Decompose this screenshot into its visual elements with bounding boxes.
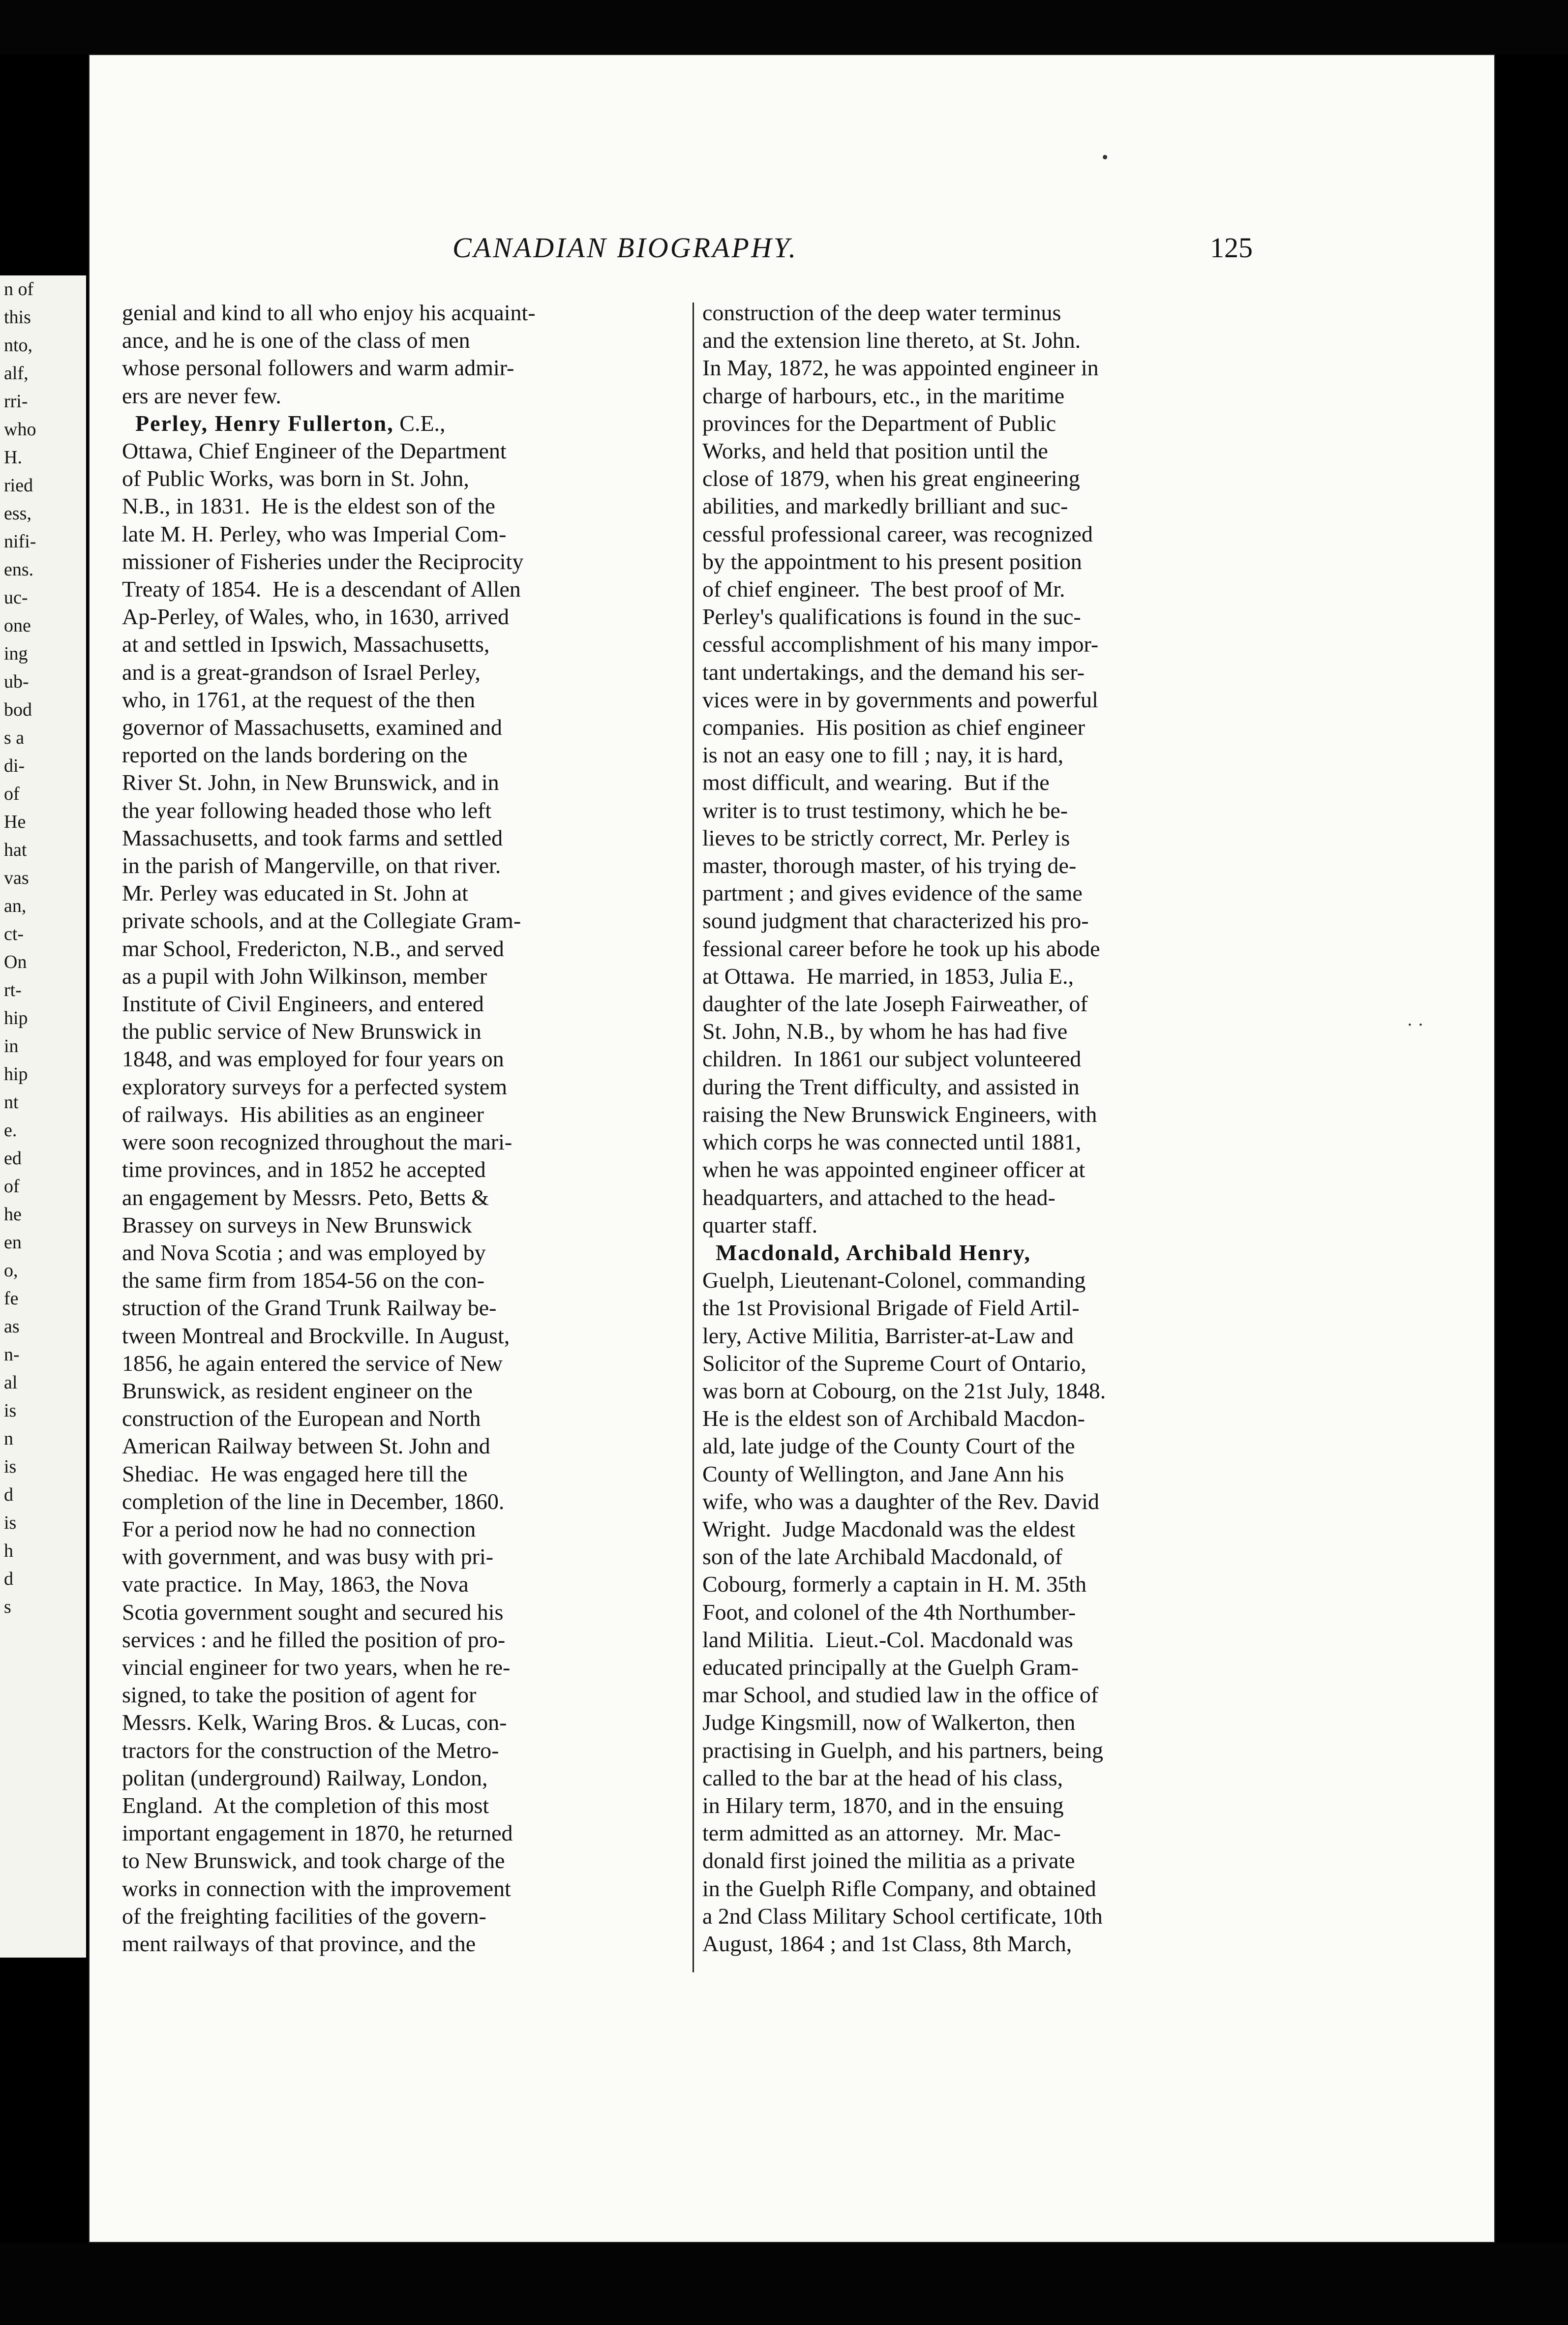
- text-line: County of Wellington, and Jane Ann his: [702, 1461, 1064, 1486]
- text-line: an engagement by Messrs. Peto, Betts &: [122, 1184, 489, 1210]
- text-line: construction of the deep water terminus: [702, 300, 1061, 325]
- text-line: England. At the completion of this most: [122, 1792, 489, 1818]
- margin-fragment: H.: [4, 447, 22, 468]
- text-line: completion of the line in December, 1860.: [122, 1488, 505, 1514]
- text-line: Ap-Perley, of Wales, who, in 1630, arrived: [122, 604, 510, 630]
- text-line: Ottawa, Chief Engineer of the Department: [122, 438, 507, 464]
- text-line: St. John, N.B., by whom he has had five: [702, 1019, 1068, 1044]
- margin-fragment: nifi-: [4, 531, 36, 552]
- entry-heading: Perley, Henry Fullerton,: [122, 410, 394, 436]
- text-line: the year following headed those who left: [122, 797, 492, 823]
- text-line: to New Brunswick, and took charge of the: [122, 1848, 505, 1873]
- text-line: in Hilary term, 1870, and in the ensuing: [702, 1792, 1064, 1818]
- text-line: who, in 1761, at the request of the then: [122, 687, 475, 712]
- margin-fragment: n: [4, 1428, 13, 1449]
- text-line: term admitted as an attorney. Mr. Mac-: [702, 1820, 1061, 1846]
- text-line: American Railway between St. John and: [122, 1433, 490, 1459]
- margin-fragment: nt: [4, 1092, 19, 1113]
- text-line: vices were in by governments and powerful: [702, 687, 1098, 712]
- margin-fragment: en: [4, 1232, 22, 1253]
- text-line: practising in Guelph, and his partners, being: [702, 1737, 1104, 1763]
- text-line: the same firm from 1854-56 on the con-: [122, 1268, 485, 1293]
- text-line: children. In 1861 our subject volunteered: [702, 1046, 1082, 1072]
- scan-speck: · ·: [1407, 1015, 1424, 1035]
- column-divider: [693, 302, 694, 1972]
- text-line: provinces for the Department of Public: [702, 410, 1056, 436]
- text-line: important engagement in 1870, he returned: [122, 1820, 513, 1846]
- text-line: cessful accomplishment of his many impor-: [702, 632, 1099, 657]
- text-line: Cobourg, formerly a captain in H. M. 35th: [702, 1571, 1087, 1597]
- margin-fragment: is: [4, 1512, 17, 1533]
- text-line: and the extension line thereto, at St. John.: [702, 328, 1081, 353]
- text-line: was born at Cobourg, on the 21st July, 1848.: [702, 1378, 1106, 1403]
- text-line: land Militia. Lieut.-Col. Macdonald was: [702, 1627, 1073, 1652]
- margin-fragment: one: [4, 615, 31, 636]
- text-line: genial and kind to all who enjoy his acquaint-: [122, 300, 536, 325]
- text-line: struction of the Grand Trunk Railway be-: [122, 1295, 497, 1321]
- text-line: ers are never few.: [122, 383, 281, 408]
- margin-fragment: ried: [4, 475, 33, 496]
- text-line: a 2nd Class Military School certificate, 10th: [702, 1903, 1103, 1929]
- text-line: son of the late Archibald Macdonald, of: [702, 1544, 1062, 1570]
- text-line: during the Trent difficulty, and assisted in: [702, 1074, 1080, 1099]
- margin-fragment: d: [4, 1484, 13, 1505]
- scan-border-bottom: [0, 2243, 1568, 2325]
- text-line: whose personal followers and warm admir-: [122, 355, 514, 381]
- margin-fragment: d: [4, 1569, 13, 1589]
- scan-speck: •: [1102, 147, 1109, 168]
- text-line: fessional career before he took up his abode: [702, 936, 1100, 961]
- text-line: River St. John, in New Brunswick, and in: [122, 770, 499, 795]
- text-line: called to the bar at the head of his class,: [702, 1765, 1063, 1790]
- text-line: ance, and he is one of the class of men: [122, 328, 470, 353]
- margin-fragment: of: [4, 1176, 20, 1197]
- text-line: ment railways of that province, and the: [122, 1931, 476, 1956]
- text-line: Wright. Judge Macdonald was the eldest: [702, 1516, 1076, 1541]
- text-line: mar School, and studied law in the office of: [702, 1682, 1099, 1708]
- margin-fragment: this: [4, 307, 31, 328]
- margin-fragment: who: [4, 419, 36, 440]
- text-line: works in connection with the improvement: [122, 1875, 511, 1901]
- text-line: donald first joined the militia as a private: [702, 1848, 1075, 1873]
- text-line: services : and he filled the position of pro-: [122, 1627, 506, 1652]
- left-column: [122, 299, 690, 1958]
- text-line: quarter staff.: [702, 1212, 818, 1238]
- margin-fragment: an,: [4, 896, 27, 916]
- text-line: Foot, and colonel of the 4th Northumber-: [702, 1599, 1076, 1625]
- text-line: when he was appointed engineer officer at: [702, 1157, 1086, 1182]
- text-line: which corps he was connected until 1881,: [702, 1129, 1082, 1155]
- text-line: at and settled in Ipswich, Massachusetts,: [122, 632, 490, 657]
- text-line: tween Montreal and Brockville. In August,: [122, 1323, 510, 1348]
- text-line: tant undertakings, and the demand his ser-: [702, 659, 1085, 685]
- text-line: Brunswick, as resident engineer on the: [122, 1378, 473, 1403]
- margin-fragment: rt-: [4, 980, 22, 1000]
- text-line: ald, late judge of the County Court of the: [702, 1433, 1075, 1459]
- margin-fragment: in: [4, 1036, 19, 1057]
- text-line: with government, and was busy with pri-: [122, 1544, 494, 1570]
- text-line: of Public Works, was born in St. John,: [122, 466, 469, 491]
- margin-fragment: fe: [4, 1288, 19, 1309]
- text-line: Works, and held that position until the: [702, 438, 1048, 464]
- text-line: Shediac. He was engaged here till the: [122, 1461, 468, 1486]
- text-line: abilities, and markedly brilliant and suc-: [702, 493, 1068, 519]
- margin-fragment: al: [4, 1372, 18, 1393]
- margin-fragment: o,: [4, 1260, 18, 1281]
- margin-fragment: h: [4, 1540, 13, 1561]
- text-line: 1848, and was employed for four years on: [122, 1046, 504, 1072]
- margin-fragment: hip: [4, 1008, 28, 1028]
- right-column: [702, 299, 1273, 1958]
- margin-fragment: s: [4, 1597, 11, 1617]
- text-line: and Nova Scotia ; and was employed by: [122, 1239, 486, 1265]
- text-line: reported on the lands bordering on the: [122, 742, 468, 768]
- text-line: missioner of Fisheries under the Reciprocity: [122, 548, 524, 574]
- text-line: exploratory surveys for a perfected system: [122, 1074, 507, 1099]
- text-line: most difficult, and wearing. But if the: [702, 770, 1050, 795]
- margin-fragment: is: [4, 1400, 17, 1421]
- margin-fragment: rri-: [4, 391, 28, 412]
- text-line: by the appointment to his present position: [702, 548, 1082, 574]
- text-line: educated principally at the Guelph Gram-: [702, 1654, 1079, 1680]
- text-line: were soon recognized throughout the mari-: [122, 1129, 513, 1155]
- text-line: master, thorough master, of his trying de-: [702, 853, 1077, 878]
- margin-fragment: s a: [4, 727, 25, 748]
- text-line: lery, Active Militia, Barrister-at-Law and: [702, 1323, 1074, 1348]
- text-line: politan (underground) Railway, London,: [122, 1765, 488, 1790]
- text-line: tractors for the construction of the Metro-: [122, 1737, 499, 1763]
- margin-fragment: n of: [4, 279, 34, 300]
- text-line: Massachusetts, and took farms and settled: [122, 825, 503, 850]
- margin-fragment: ed: [4, 1148, 22, 1169]
- text-line: construction of the European and North: [122, 1406, 481, 1431]
- text-line: 1856, he again entered the service of New: [122, 1350, 503, 1376]
- text-line: private schools, and at the Collegiate Gram-: [122, 908, 521, 934]
- text-line: For a period now he had no connection: [122, 1516, 476, 1541]
- margin-fragment: nto,: [4, 335, 33, 356]
- text-line: He is the eldest son of Archibald Macdon-: [702, 1406, 1085, 1431]
- margin-fragment: vas: [4, 868, 29, 888]
- margin-fragment: ens.: [4, 559, 34, 580]
- margin-fragment: he: [4, 1204, 22, 1225]
- text-line: of railways. His abilities as an engineer: [122, 1101, 484, 1127]
- entry-heading: Macdonald, Archibald Henry,: [702, 1239, 1031, 1265]
- text-line: writer is to trust testimony, which he be-: [702, 797, 1068, 823]
- text-line: the 1st Provisional Brigade of Field Artil-: [702, 1295, 1080, 1321]
- entry-heading-line: [122, 410, 690, 437]
- text-line: partment ; and gives evidence of the same: [702, 880, 1083, 906]
- running-head: CANADIAN BIOGRAPHY.: [452, 232, 798, 264]
- adjacent-page-fragment: [0, 275, 86, 1958]
- text-line: signed, to take the position of agent for: [122, 1682, 477, 1708]
- entry-heading-suffix: C.E.,: [393, 410, 446, 436]
- margin-fragment: ing: [4, 643, 28, 664]
- text-line: cessful professional career, was recognized: [702, 521, 1093, 546]
- text-line: governor of Massachusetts, examined and: [122, 715, 502, 740]
- margin-fragment: hip: [4, 1064, 28, 1085]
- text-line: of chief engineer. The best proof of Mr.: [702, 576, 1065, 602]
- text-line: the public service of New Brunswick in: [122, 1019, 482, 1044]
- margin-fragment: as: [4, 1316, 20, 1337]
- text-line: Mr. Perley was educated in St. John at: [122, 880, 468, 906]
- text-line: sound judgment that characterized his pro-: [702, 908, 1089, 934]
- margin-fragment: e.: [4, 1120, 17, 1141]
- margin-fragment: is: [4, 1456, 17, 1477]
- text-line: lieves to be strictly correct, Mr. Perley is: [702, 825, 1070, 850]
- margin-fragment: hat: [4, 840, 27, 860]
- text-line: in the Guelph Rifle Company, and obtained: [702, 1875, 1096, 1901]
- text-line: Scotia government sought and secured his: [122, 1599, 504, 1625]
- page-number: 125: [1210, 232, 1253, 264]
- text-line: N.B., in 1831. He is the eldest son of the: [122, 493, 495, 519]
- text-line: Brassey on surveys in New Brunswick: [122, 1212, 472, 1238]
- text-line: Institute of Civil Engineers, and entered: [122, 991, 484, 1017]
- margin-fragment: ub-: [4, 671, 29, 692]
- text-line: Messrs. Kelk, Waring Bros. & Lucas, con-: [122, 1710, 507, 1735]
- text-line: wife, who was a daughter of the Rev. David: [702, 1488, 1099, 1514]
- text-line: Solicitor of the Supreme Court of Ontario,: [702, 1350, 1086, 1376]
- text-line: charge of harbours, etc., in the maritime: [702, 383, 1065, 408]
- text-line: mar School, Fredericton, N.B., and served: [122, 936, 504, 961]
- text-line: Perley's qualifications is found in the suc-: [702, 604, 1081, 630]
- text-line: as a pupil with John Wilkinson, member: [122, 963, 487, 989]
- text-line: Treaty of 1854. He is a descendant of Allen: [122, 576, 521, 602]
- margin-fragment: ess,: [4, 503, 31, 524]
- text-line: headquarters, and attached to the head-: [702, 1184, 1055, 1210]
- margin-fragment: di-: [4, 755, 25, 776]
- text-line: is not an easy one to fill ; nay, it is hard,: [702, 742, 1064, 768]
- text-line: close of 1879, when his great engineering: [702, 466, 1080, 491]
- scan-border-top: [0, 0, 1568, 54]
- text-line: Judge Kingsmill, now of Walkerton, then: [702, 1710, 1076, 1735]
- text-line: at Ottawa. He married, in 1853, Julia E.,: [702, 963, 1074, 989]
- text-line: In May, 1872, he was appointed engineer in: [702, 355, 1099, 381]
- text-line: daughter of the late Joseph Fairweather, of: [702, 991, 1088, 1017]
- text-line: vate practice. In May, 1863, the Nova: [122, 1571, 469, 1597]
- text-line: companies. His position as chief engineer: [702, 715, 1085, 740]
- text-line: in the parish of Mangerville, on that river.: [122, 853, 501, 878]
- text-line: late M. H. Perley, who was Imperial Com-: [122, 521, 507, 546]
- margin-fragment: alf,: [4, 363, 29, 384]
- text-line: of the freighting facilities of the govern-: [122, 1903, 486, 1929]
- text-line: time provinces, and in 1852 he accepted: [122, 1157, 486, 1182]
- text-line: and is a great-grandson of Israel Perley,: [122, 659, 481, 685]
- text-line: vincial engineer for two years, when he re-: [122, 1654, 511, 1680]
- margin-fragment: He: [4, 812, 26, 832]
- margin-fragment: On: [4, 952, 27, 972]
- text-line: Guelph, Lieutenant-Colonel, commanding: [702, 1268, 1086, 1293]
- margin-fragment: of: [4, 784, 20, 804]
- text-line: raising the New Brunswick Engineers, with: [702, 1101, 1097, 1127]
- page-header: [89, 231, 1495, 266]
- text-line: August, 1864 ; and 1st Class, 8th March,: [702, 1931, 1072, 1956]
- margin-fragment: n-: [4, 1344, 20, 1365]
- margin-fragment: uc-: [4, 587, 28, 608]
- margin-fragment: bod: [4, 699, 32, 720]
- margin-fragment: ct-: [4, 924, 24, 944]
